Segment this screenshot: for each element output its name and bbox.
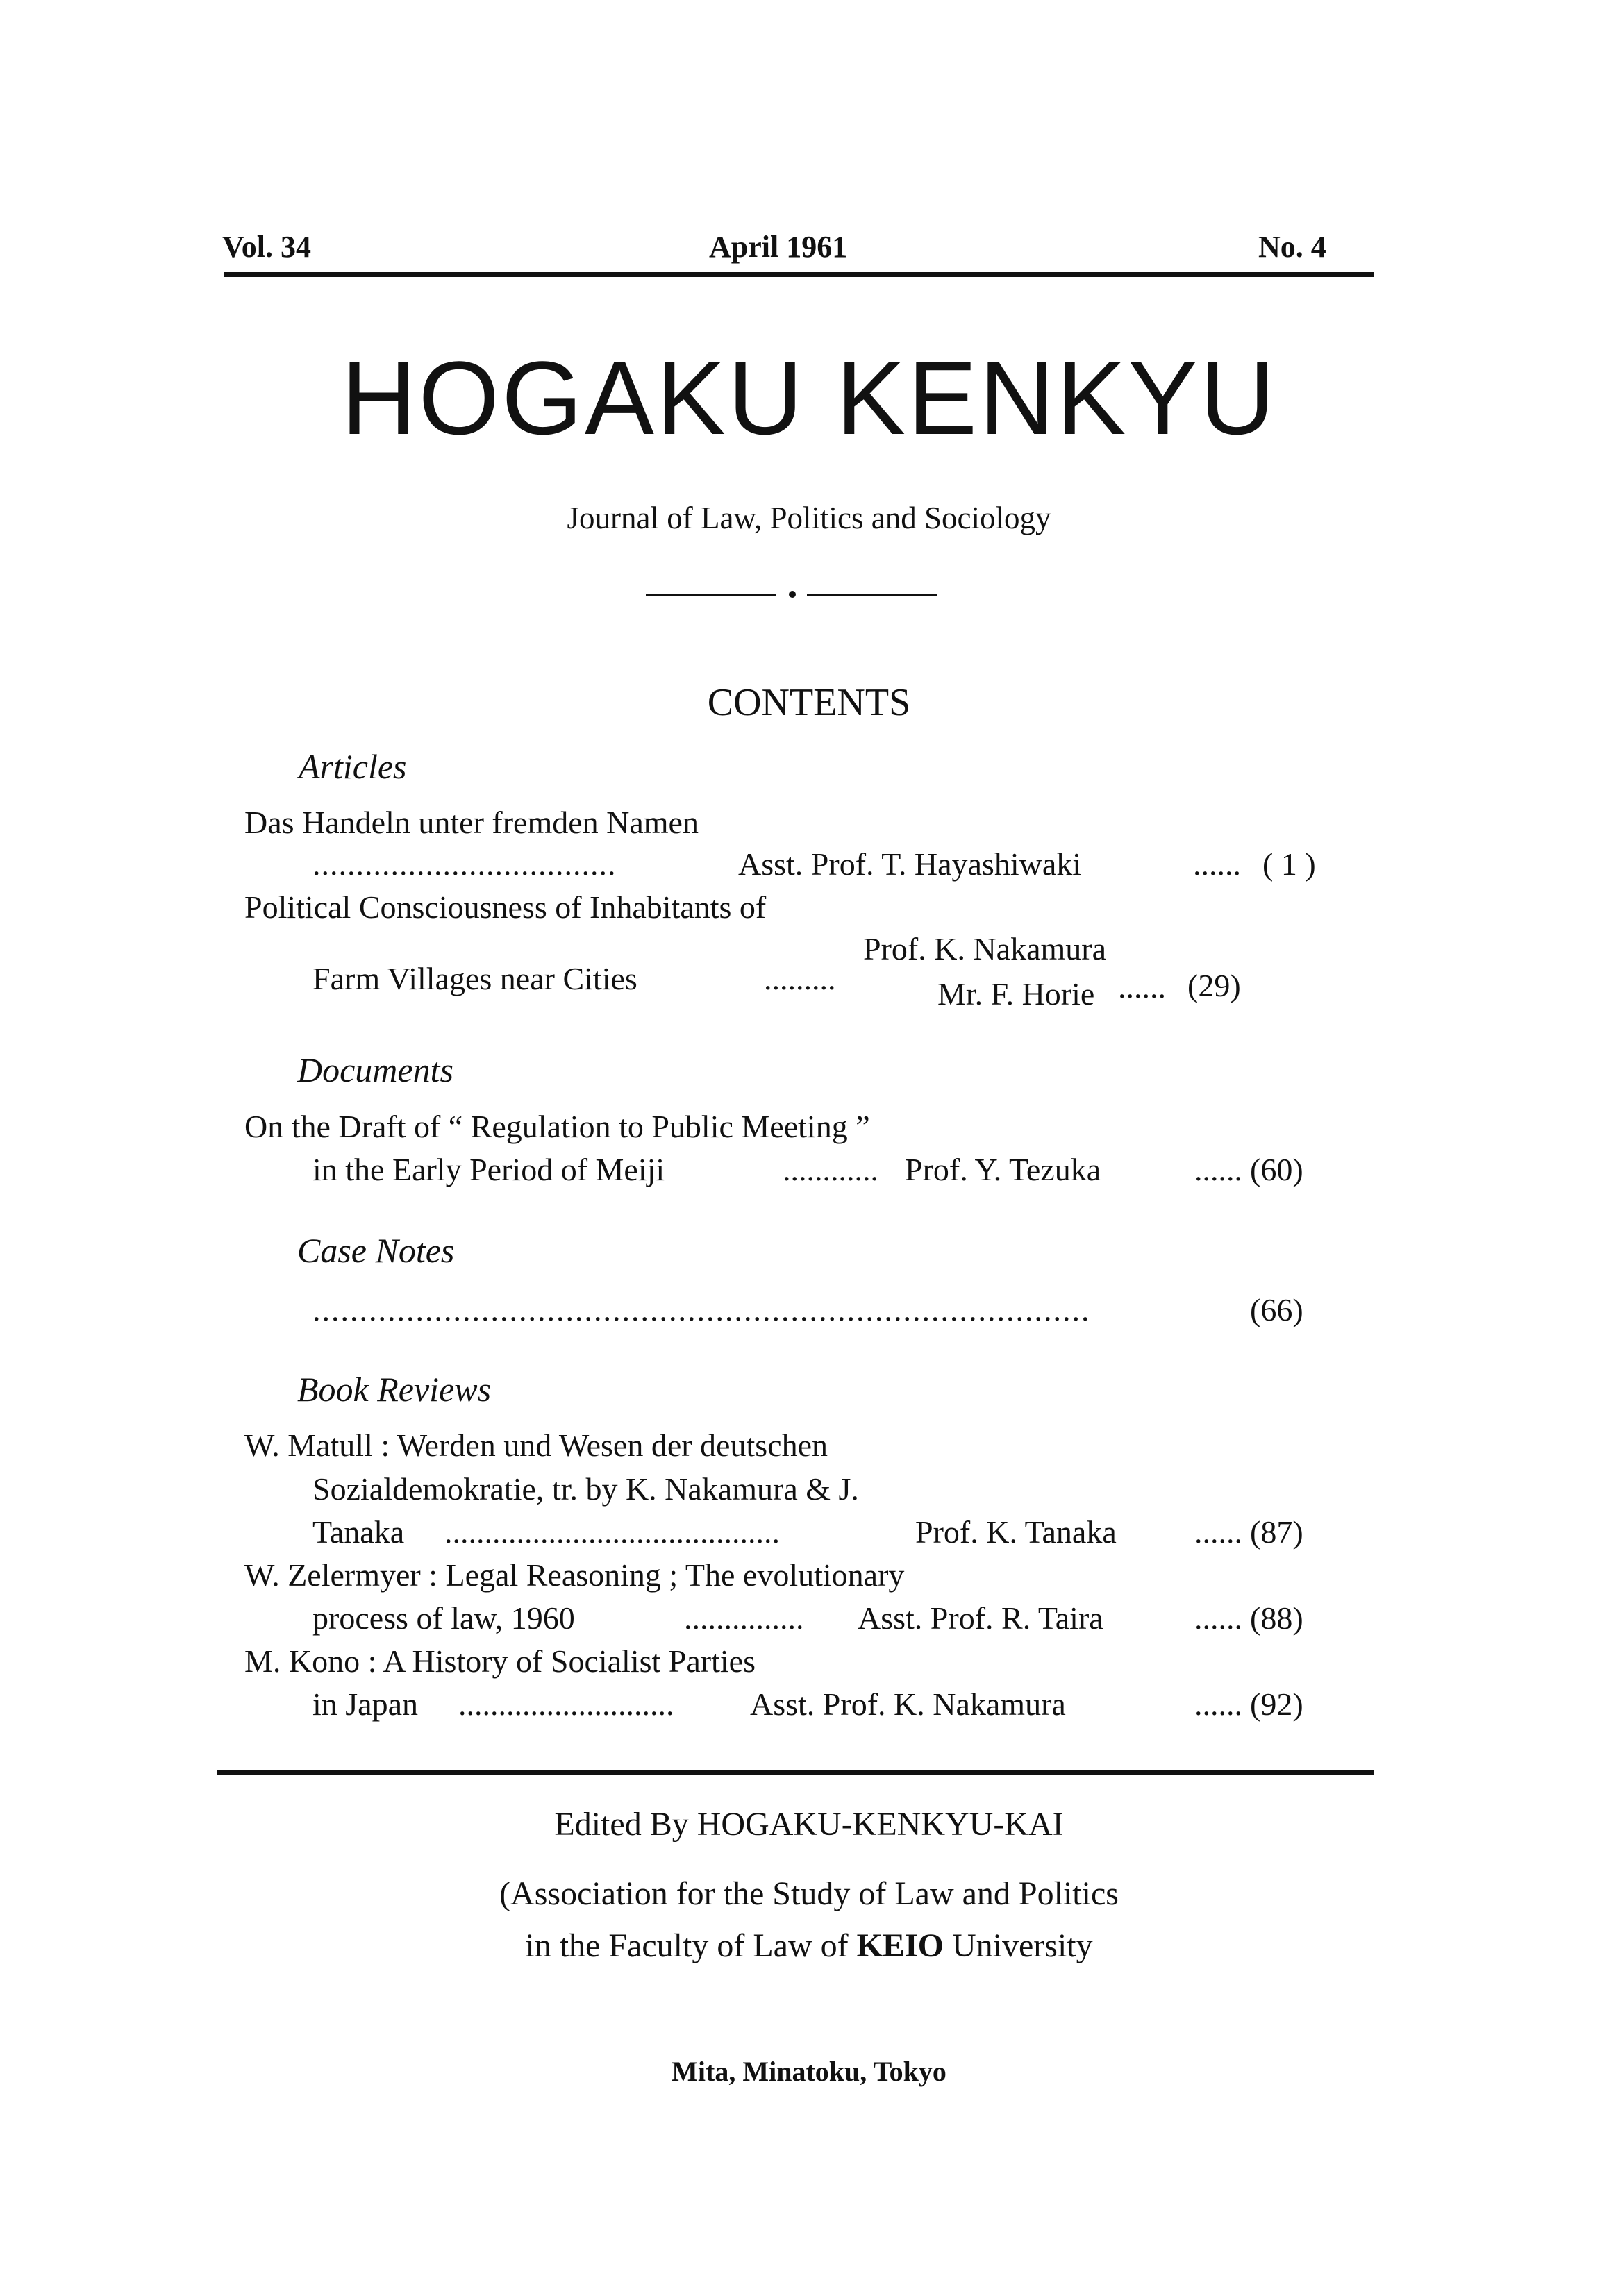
review-2-page-leader: ...... bbox=[1194, 1600, 1242, 1636]
article-2-page: (29) bbox=[1187, 968, 1241, 1003]
journal-title: HOGAKU KENKYU bbox=[341, 340, 1277, 456]
review-3-author: Asst. Prof. K. Nakamura bbox=[750, 1686, 1066, 1722]
document-1-leader: ............ bbox=[783, 1152, 878, 1187]
review-2-leader: ............... bbox=[684, 1600, 804, 1636]
review-3-page: (92) bbox=[1250, 1686, 1303, 1722]
document-1-author: Prof. Y. Tezuka bbox=[905, 1152, 1101, 1187]
section-book-reviews: Book Reviews bbox=[297, 1370, 492, 1409]
edited-by-line bbox=[0, 1805, 1618, 1843]
review-1-line3: Tanaka bbox=[312, 1514, 405, 1550]
article-2-title-line2: Farm Villages near Cities bbox=[312, 961, 637, 996]
case-notes-leader: ................................................................................... bbox=[312, 1292, 1091, 1327]
article-1-page: ( 1 ) bbox=[1262, 846, 1316, 882]
review-1-page-leader: ...... bbox=[1194, 1514, 1242, 1550]
journal-subtitle: Journal of Law, Politics and Sociology bbox=[567, 501, 1051, 535]
article-1-author: Asst. Prof. T. Hayashiwaki bbox=[738, 846, 1082, 882]
article-2-author-1: Prof. K. Nakamura bbox=[863, 931, 1107, 966]
section-case-notes: Case Notes bbox=[297, 1231, 455, 1270]
review-1-line1: W. Matull : Werden und Wesen der deutschen bbox=[244, 1427, 828, 1463]
review-2-line1: W. Zelermyer : Legal Reasoning ; The evolutionary bbox=[244, 1557, 905, 1593]
review-2-page: (88) bbox=[1250, 1600, 1303, 1636]
volume-label: Vol. 34 bbox=[222, 230, 311, 264]
edited-by-label: Edited By bbox=[554, 1806, 689, 1843]
article-1-page-leader: ...... bbox=[1193, 846, 1241, 882]
article-2-title-line1: Political Consciousness of Inhabitants of bbox=[244, 889, 767, 925]
association-line2-pre: in the Faculty of Law of bbox=[525, 1927, 849, 1964]
contents-heading: CONTENTS bbox=[707, 681, 911, 724]
article-2-page-leader: ...... bbox=[1118, 969, 1166, 1005]
document-1-page-leader: ...... bbox=[1194, 1152, 1242, 1187]
article-2-author-2: Mr. F. Horie bbox=[937, 976, 1095, 1012]
review-1-leader: .......................................... bbox=[444, 1514, 780, 1550]
ornament-left-line bbox=[646, 594, 776, 596]
issue-number: No. 4 bbox=[1258, 230, 1326, 264]
review-2-author: Asst. Prof. R. Taira bbox=[858, 1600, 1103, 1636]
article-2-leader: ......... bbox=[764, 961, 836, 996]
footer-rule bbox=[217, 1770, 1374, 1775]
document-1-page: (60) bbox=[1250, 1152, 1303, 1187]
review-2-line2: process of law, 1960 bbox=[312, 1600, 575, 1636]
review-1-page: (87) bbox=[1250, 1514, 1303, 1550]
association-line1: (Association for the Study of Law and Politics bbox=[499, 1875, 1119, 1912]
association-line2-post: University bbox=[951, 1927, 1093, 1964]
review-3-page-leader: ...... bbox=[1194, 1686, 1242, 1722]
ornament-dot bbox=[789, 591, 796, 598]
review-1-author: Prof. K. Tanaka bbox=[915, 1514, 1117, 1550]
review-3-leader: ........................... bbox=[458, 1686, 674, 1722]
association-line2 bbox=[0, 1927, 1618, 1965]
document-1-title-line1: On the Draft of “ Regulation to Public Meeting ” bbox=[244, 1109, 870, 1144]
article-1-leader: ................................... bbox=[312, 846, 617, 882]
document-1-title-line2: in the Early Period of Meiji bbox=[312, 1152, 665, 1187]
section-documents: Documents bbox=[297, 1050, 453, 1089]
review-3-line2: in Japan bbox=[312, 1686, 419, 1722]
publisher-location: Mita, Minatoku, Tokyo bbox=[672, 2056, 946, 2087]
case-notes-page: (66) bbox=[1250, 1292, 1303, 1327]
review-3-line1: M. Kono : A History of Socialist Parties bbox=[244, 1643, 756, 1679]
publisher-name: HOGAKU-KENKYU-KAI bbox=[697, 1806, 1064, 1843]
review-1-line2: Sozialdemokratie, tr. by K. Nakamura & J. bbox=[312, 1471, 859, 1507]
article-1-title: Das Handeln unter fremden Namen bbox=[244, 805, 699, 840]
section-articles: Articles bbox=[299, 747, 407, 786]
header-rule bbox=[224, 272, 1374, 277]
ornament-right-line bbox=[807, 594, 937, 596]
university-keio: KEIO bbox=[856, 1927, 944, 1964]
issue-date: April 1961 bbox=[709, 230, 848, 264]
